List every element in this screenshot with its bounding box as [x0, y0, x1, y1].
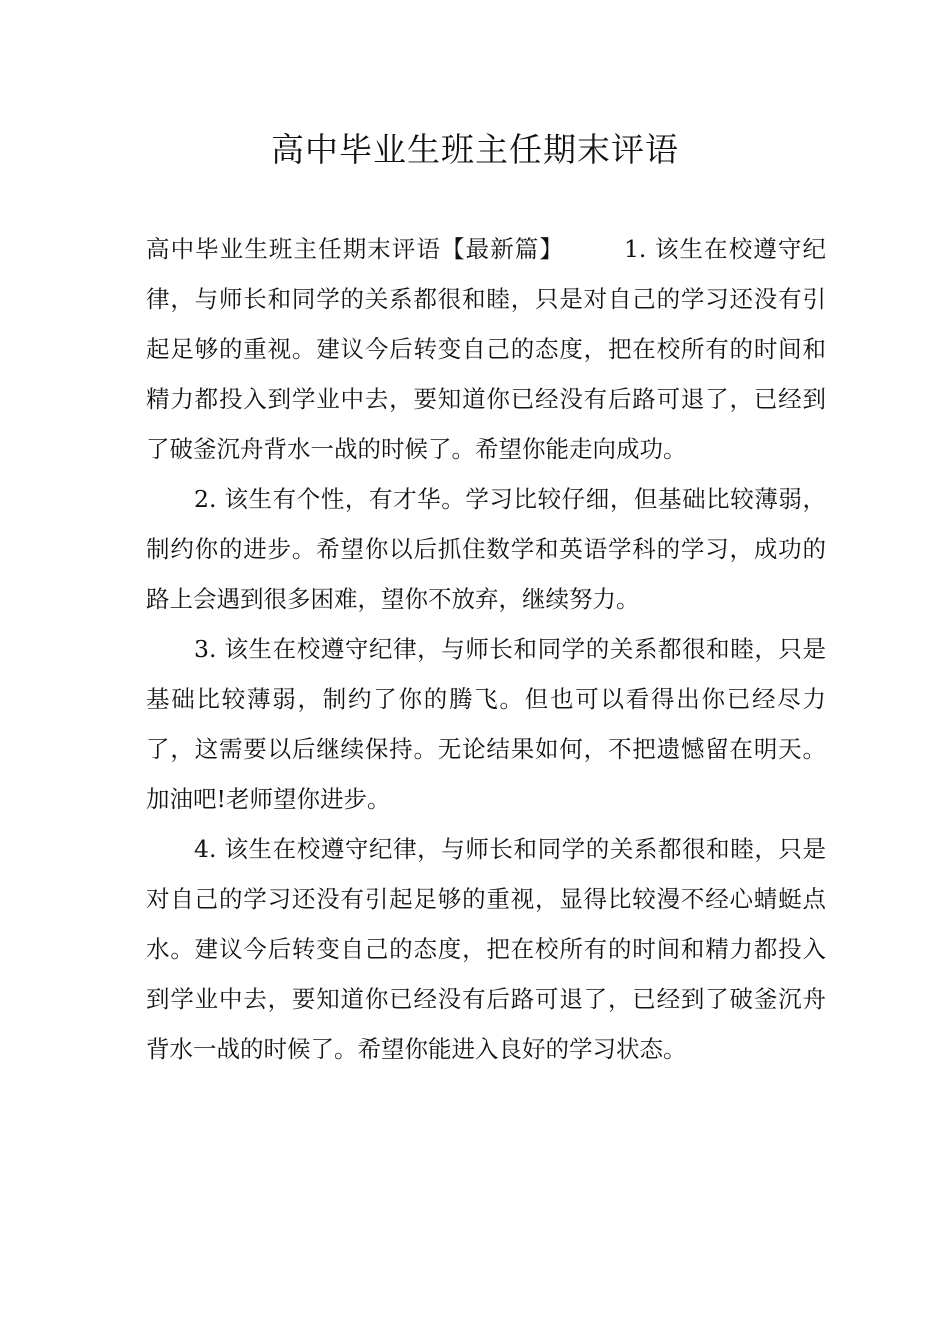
paragraph-2: 2. 该生有个性，有才华。学习比较仔细，但基础比较薄弱，制约你的进步。希望你以后抓住数学和英语学科的学习，成功的路上会遇到很多困难，望你不放弃，继续努力。 — [146, 485, 826, 613]
document-body — [146, 224, 826, 1074]
paragraph-1-text: 1. 该生在校遵守纪律，与师长和同学的关系都很和睦，只是对自己的学习还没有引起足够的重视。建议今后转变自己的态度，把在校所有的时间和精力都投入到学业中去，要知道你已经没有后路可退了，已经到了破釜沉舟背水一战的时候了。希望你能走向成功。 — [146, 235, 826, 463]
paragraph-4: 4. 该生在校遵守纪律，与师长和同学的关系都很和睦，只是对自己的学习还没有引起足够的重视，显得比较漫不经心蜻蜓点水。建议今后转变自己的态度，把在校所有的时间和精力都投入到学业中去，要知道你已经没有后路可退了，已经到了破釜沉舟背水一战的时候了。希望你能进入良好的学习状态。 — [146, 835, 826, 1063]
intro-heading: 高中毕业生班主任期末评语【最新篇】 — [146, 235, 564, 263]
paragraph-1 — [146, 224, 826, 474]
document-title: 高中毕业生班主任期末评语 — [271, 130, 679, 169]
paragraph-3: 3. 该生在校遵守纪律，与师长和同学的关系都很和睦，只是基础比较薄弱，制约了你的腾飞。但也可以看得出你已经尽力了，这需要以后继续保持。无论结果如何，不把遗憾留在明天。加油吧!老师望你进步。 — [146, 635, 826, 813]
